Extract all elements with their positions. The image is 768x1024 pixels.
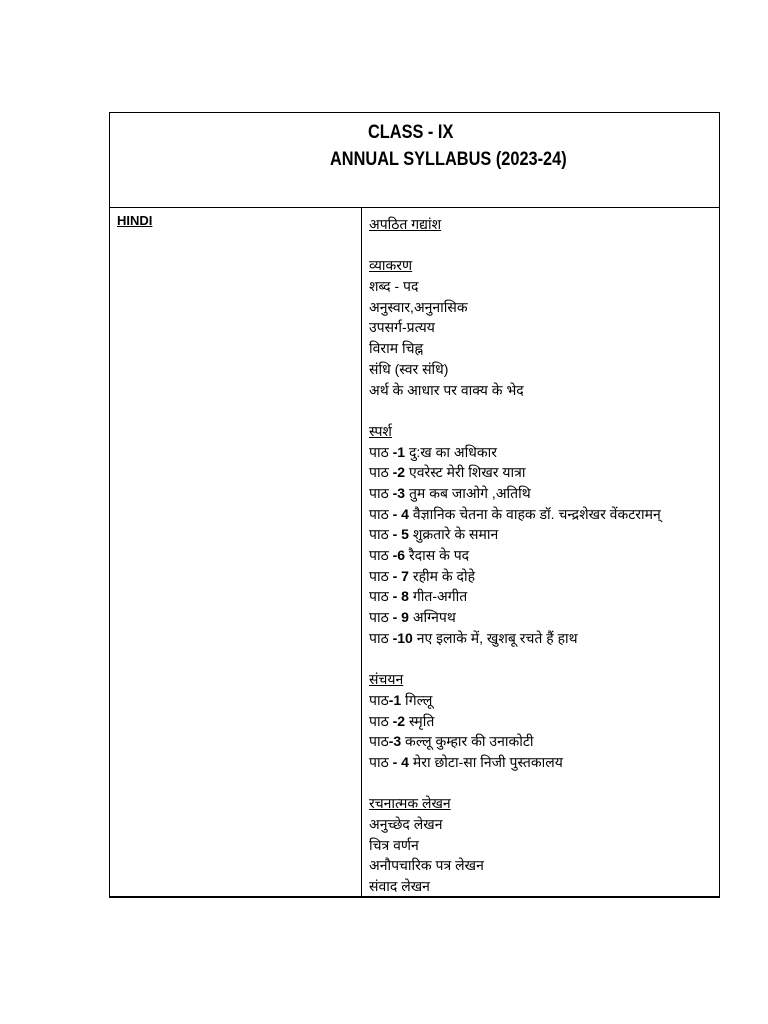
apathit-heading: अपठित गद्यांश — [369, 216, 442, 232]
sanchayan-heading: संचयन — [369, 671, 404, 688]
sparsh-heading: स्पर्श — [369, 422, 392, 439]
lesson-prefix: पाठ — [369, 753, 393, 770]
lesson-title: रैदास के पद — [405, 547, 470, 563]
lesson-title: शुक्रतारे के समान — [408, 526, 499, 543]
list-item: उपसर्ग-प्रत्यय — [369, 319, 435, 336]
table-header-row — [110, 113, 719, 208]
lesson-item — [369, 545, 717, 566]
lesson-prefix: पाठ — [369, 464, 393, 481]
list-item: शब्द - पद — [369, 278, 419, 295]
lesson-item — [369, 752, 717, 773]
lesson-title: तुम कब जाओगे ,अतिथि — [405, 484, 531, 501]
lesson-prefix: पाठ — [369, 505, 393, 522]
list-item: संधि (स्वर संधि) — [369, 360, 449, 377]
lesson-title: वैज्ञानिक चेतना के वाहक डॉ. चन्द्रशेखर वेंकटरामन् — [408, 505, 661, 522]
lesson-prefix: पाठ — [369, 712, 393, 729]
lesson-item — [369, 690, 717, 711]
lesson-item — [369, 711, 717, 732]
syllabus-content — [369, 214, 717, 897]
lesson-title: एवरेस्ट मेरी शिखर यात्रा — [405, 464, 526, 481]
lesson-item — [369, 607, 717, 628]
section-gap — [369, 400, 717, 421]
lesson-item — [369, 731, 717, 752]
lesson-item — [369, 462, 717, 483]
lesson-title: अग्निपथ — [408, 609, 456, 626]
lesson-number: -6 — [392, 547, 406, 563]
lesson-item — [369, 483, 717, 504]
lesson-number: - 8 — [392, 588, 409, 605]
lesson-item — [369, 442, 717, 463]
lesson-title: मेरा छोटा-सा निजी पुस्तकालय — [408, 753, 563, 770]
lesson-item — [369, 586, 717, 607]
lesson-prefix: पाठ — [369, 484, 393, 501]
lesson-item — [369, 566, 717, 587]
vyakaran-heading: व्याकरण — [369, 257, 413, 274]
lesson-number: -1 — [388, 691, 402, 708]
rachnatmak-heading: रचनात्मक लेखन — [369, 795, 451, 812]
lesson-item — [369, 504, 717, 525]
lesson-number: - 9 — [392, 609, 409, 626]
lesson-number: -2 — [392, 464, 406, 481]
lesson-prefix: पाठ — [369, 567, 393, 584]
lesson-number: - 7 — [392, 567, 409, 584]
class-title: CLASS - IX — [368, 122, 454, 143]
lesson-number: -3 — [392, 484, 406, 501]
lesson-prefix: पाठ — [369, 443, 393, 460]
lesson-title: कल्लू कुम्हार की उनाकोटी — [401, 733, 534, 750]
lesson-prefix: पाठ — [369, 691, 389, 708]
lesson-number: - 4 — [392, 505, 409, 522]
lesson-number: -1 — [392, 443, 406, 460]
lesson-item — [369, 524, 717, 545]
section-gap — [369, 773, 717, 794]
list-item: अर्थ के आधार पर वाक्य के भेद — [369, 381, 524, 398]
lesson-number: -3 — [388, 733, 402, 750]
lesson-number: - 5 — [392, 526, 409, 543]
list-item: विराम चिह्न — [369, 340, 424, 357]
lesson-title: स्मृति — [405, 712, 435, 729]
lesson-number: - 4 — [392, 753, 409, 770]
lesson-prefix: पाठ — [369, 526, 393, 543]
lesson-title: दु:ख का अधिकार — [405, 443, 497, 460]
lesson-prefix: पाठ — [369, 733, 389, 750]
lesson-prefix: पाठ — [369, 547, 393, 563]
lesson-number: -2 — [392, 712, 406, 729]
syllabus-title: ANNUAL SYLLABUS (2023-24) — [330, 149, 567, 170]
column-divider — [361, 207, 362, 896]
lesson-item — [369, 628, 717, 649]
subject-label: HINDI — [117, 213, 153, 228]
lesson-title: रहीम के दोहे — [408, 567, 476, 584]
lesson-prefix: पाठ — [369, 629, 393, 646]
lesson-title: गिल्लू — [401, 691, 433, 708]
list-item: अनुच्छेद लेखन — [369, 815, 443, 832]
lesson-prefix: पाठ — [369, 588, 393, 605]
list-item: अनुस्वार,अनुनासिक — [369, 298, 468, 315]
lesson-title: गीत-अगीत — [408, 588, 468, 605]
syllabus-table — [109, 112, 720, 897]
lesson-title: नए इलाके में, खुशबू रचते हैं हाथ — [412, 629, 578, 646]
section-gap — [369, 648, 717, 669]
section-gap — [369, 235, 717, 256]
list-item: अनौपचारिक पत्र लेखन — [369, 857, 484, 874]
list-item: चित्र वर्णन — [369, 836, 419, 853]
list-item: संवाद लेखन — [369, 878, 430, 894]
lesson-prefix: पाठ — [369, 609, 393, 626]
lesson-number: -10 — [392, 629, 413, 646]
